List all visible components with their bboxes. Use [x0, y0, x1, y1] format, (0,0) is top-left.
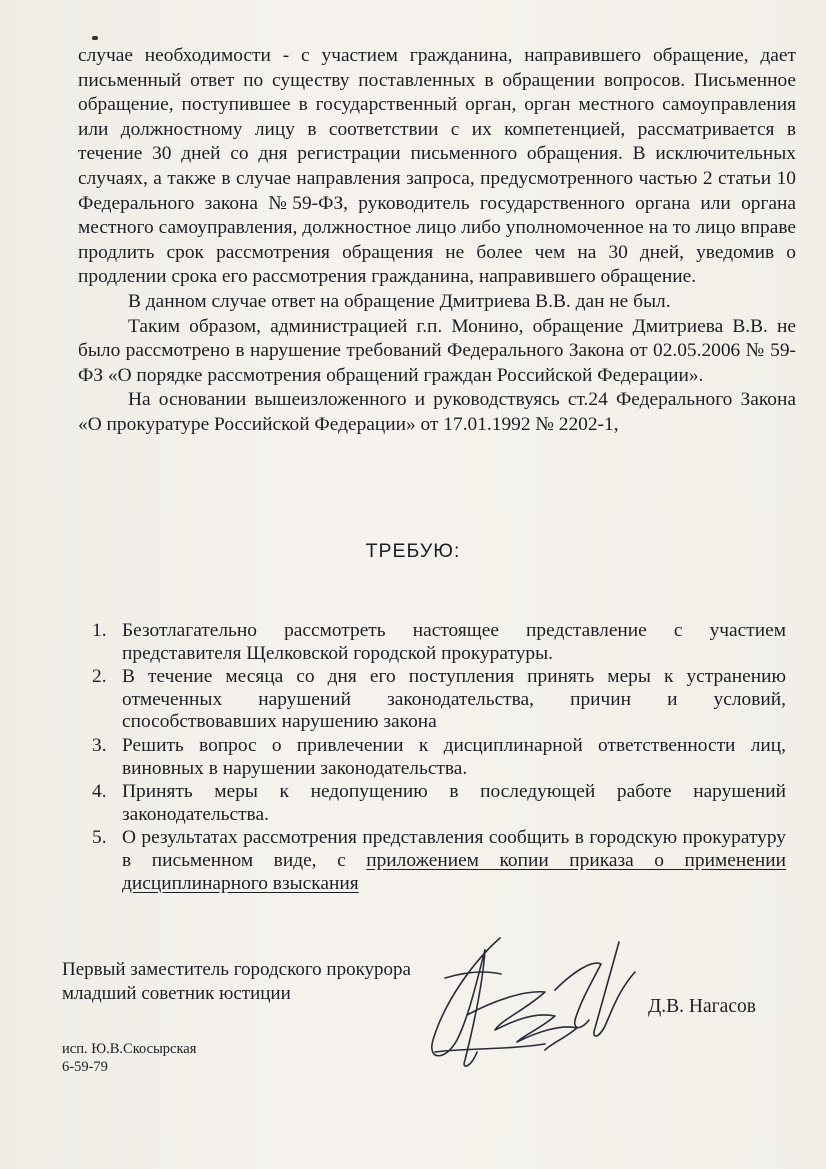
demand-text-underlined: приложением копии приказа о применении дисциплинарного взыскания: [122, 849, 786, 894]
demand-number: 4.: [92, 781, 107, 803]
signatory-name: Д.В. Нагасов: [648, 996, 756, 1017]
paragraph-legal-basis: На основании вышеизложенного и руководствуясь ст.24 Федерального Закона «О прокуратуре Российской Федерации» от 17.01.1992 № 2202-1,: [78, 389, 796, 435]
demand-number: 1.: [92, 620, 107, 641]
paragraph-review-procedure: случае необходимости - с участием гражданина, направившего обращение, дает письменный ответ по существу поставленных в обращении вопросов. Письменное обращение, поступившее в государственный орган, орган местного самоуправления или должностному лицу в соответствии с их компетенцией, рассматривается в течение 30 дней со дня регистрации письменного обращения. В исключительных случаях, а также в случае направления запроса, предусмотренного частью 2 статьи 10 Федерального закона №59-ФЗ, руководитель государственного органа или органа местного самоуправления, должностное лицо либо уполномоченное на то лицо вправе продлить срок рассмотрения обращения не более чем на 30 дней, уведомив о продлении срока его рассмотрения гражданина, направившего обращение.: [78, 45, 796, 288]
demand-text: Решить вопрос о привлечении к дисциплинарной ответственности лиц, виновных в нарушении законодательства.: [122, 734, 786, 779]
demand-text: В течение месяца со дня его поступления принять меры к устранению отмеченных нарушений законодательства, причин и условий, способствовавших нарушению закона: [122, 666, 786, 733]
executor-phone: 6-59-79: [62, 1059, 108, 1075]
paragraph-violation: Таким образом, администрацией г.п. Монино, обращение Дмитриева В.В. не было рассмотрено в нарушение требований Федерального Закона от 02.05.2006 № 59-ФЗ «О порядке рассмотрения обращений граждан Российской Федерации».: [78, 315, 796, 386]
executor-name: исп. Ю.В.Скосырская: [62, 1041, 197, 1057]
demand-item: [92, 620, 786, 665]
scan-dot: [92, 36, 98, 40]
demand-item: [92, 781, 786, 826]
signatory-position: [62, 958, 411, 1006]
demand-item: [92, 666, 786, 734]
demand-heading: ТРЕБУЮ:: [365, 540, 461, 562]
demand-item: [92, 827, 786, 895]
document-body: [78, 44, 796, 438]
demand-text: Принять меры к недопущению в последующей работе нарушений законодательства.: [122, 781, 786, 825]
demand-text: О результатах рассмотрения представления сообщить в городскую прокуратуру в письменном виде, с: [122, 827, 786, 871]
demand-number: 2.: [92, 666, 107, 688]
demand-number: 3.: [92, 734, 107, 756]
executor-info: [62, 1040, 196, 1076]
demand-number: 5.: [92, 827, 107, 849]
signatory-position-line1: Первый заместитель городского прокурора: [62, 959, 411, 980]
paragraph-no-answer: В данном случае ответ на обращение Дмитриева В.В. дан не был.: [128, 290, 671, 312]
signatory-position-line2: младший советник юстиции: [62, 983, 291, 1004]
handwritten-signature: [405, 920, 655, 1070]
demand-text: Безотлагательно рассмотреть настоящее представление с участием представителя Щелковской городской прокуратуры.: [122, 620, 786, 664]
demand-item: [92, 735, 786, 780]
demand-list: [92, 620, 786, 896]
